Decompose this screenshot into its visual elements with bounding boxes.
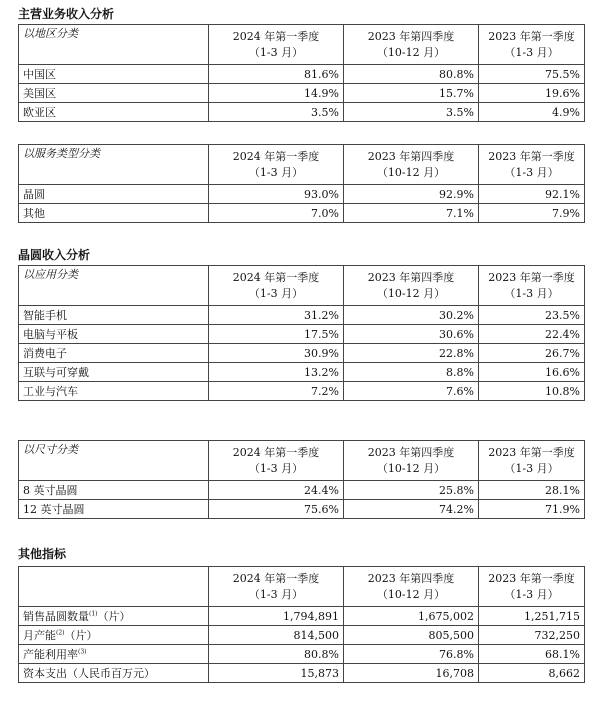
- column-header: 2023 年第一季度 （1-3 月）: [479, 25, 585, 65]
- footnote-marker: (2): [56, 628, 65, 636]
- footnote-marker: (3): [78, 647, 87, 655]
- other-metrics-table: [18, 566, 585, 683]
- table-row: 月产能$^{(2)}$（片） 814,500 805,500 732,250: [19, 626, 585, 645]
- section-title-wafer-revenue: 晶圆收入分析: [18, 248, 91, 262]
- size-header-label: 以尺寸分类: [19, 441, 209, 481]
- column-header: 2024 年第一季度 （1-3 月）: [209, 441, 344, 481]
- region-header-label: 以地区分类: [19, 25, 209, 65]
- column-header: 2024 年第一季度 （1-3 月）: [209, 145, 344, 185]
- column-header: 2023 年第四季度 （10-12 月）: [344, 145, 479, 185]
- region-table: [18, 24, 585, 122]
- column-header: 2023 年第一季度 （1-3 月）: [479, 266, 585, 306]
- table-row: 产能利用率$^{(3)}$ 80.8% 76.8% 68.1%: [19, 645, 585, 664]
- other-header-label: [19, 567, 209, 607]
- column-header: 2023 年第一季度 （1-3 月）: [479, 567, 585, 607]
- column-header: 2023 年第一季度 （1-3 月）: [479, 145, 585, 185]
- size-table: [18, 440, 585, 519]
- table-row: 中国区 81.6% 80.8% 75.5%: [19, 65, 585, 84]
- table-row: 晶圆 93.0% 92.9% 92.1%: [19, 185, 585, 204]
- table-row: 12 英寸晶圆 75.6% 74.2% 71.9%: [19, 500, 585, 519]
- section-title-main-revenue: 主营业务收入分析: [18, 7, 115, 21]
- footnote-marker: (1): [89, 609, 98, 617]
- table-row: 美国区 14.9% 15.7% 19.6%: [19, 84, 585, 103]
- table-row: 资本支出（人民币百万元） 15,873 16,708 8,662: [19, 664, 585, 683]
- table-row: 消费电子 30.9% 22.8% 26.7%: [19, 344, 585, 363]
- column-header: 2024 年第一季度 （1-3 月）: [209, 266, 344, 306]
- service-header-label: 以服务类型分类: [19, 145, 209, 185]
- application-header-label: 以应用分类: [19, 266, 209, 306]
- column-header: 2023 年第四季度 （10-12 月）: [344, 25, 479, 65]
- table-row: 销售晶圆数量$^{(1)}$（片） 1,794,891 1,675,002 1,251,715: [19, 607, 585, 626]
- service-table: [18, 144, 585, 223]
- table-row: 欧亚区 3.5% 3.5% 4.9%: [19, 103, 585, 122]
- column-header: 2023 年第一季度 （1-3 月）: [479, 441, 585, 481]
- table-row: 其他 7.0% 7.1% 7.9%: [19, 204, 585, 223]
- column-header: 2024 年第一季度 （1-3 月）: [209, 25, 344, 65]
- table-row: 电脑与平板 17.5% 30.6% 22.4%: [19, 325, 585, 344]
- table-row: 工业与汽车 7.2% 7.6% 10.8%: [19, 382, 585, 401]
- table-row: 互联与可穿戴 13.2% 8.8% 16.6%: [19, 363, 585, 382]
- column-header: 2023 年第四季度 （10-12 月）: [344, 567, 479, 607]
- column-header: 2023 年第四季度 （10-12 月）: [344, 441, 479, 481]
- column-header: 2024 年第一季度 （1-3 月）: [209, 567, 344, 607]
- column-header: 2023 年第四季度 （10-12 月）: [344, 266, 479, 306]
- table-row: 智能手机 31.2% 30.2% 23.5%: [19, 306, 585, 325]
- section-title-other-metrics: 其他指标: [18, 547, 67, 561]
- application-table: [18, 265, 585, 401]
- table-row: 8 英寸晶圆 24.4% 25.8% 28.1%: [19, 481, 585, 500]
